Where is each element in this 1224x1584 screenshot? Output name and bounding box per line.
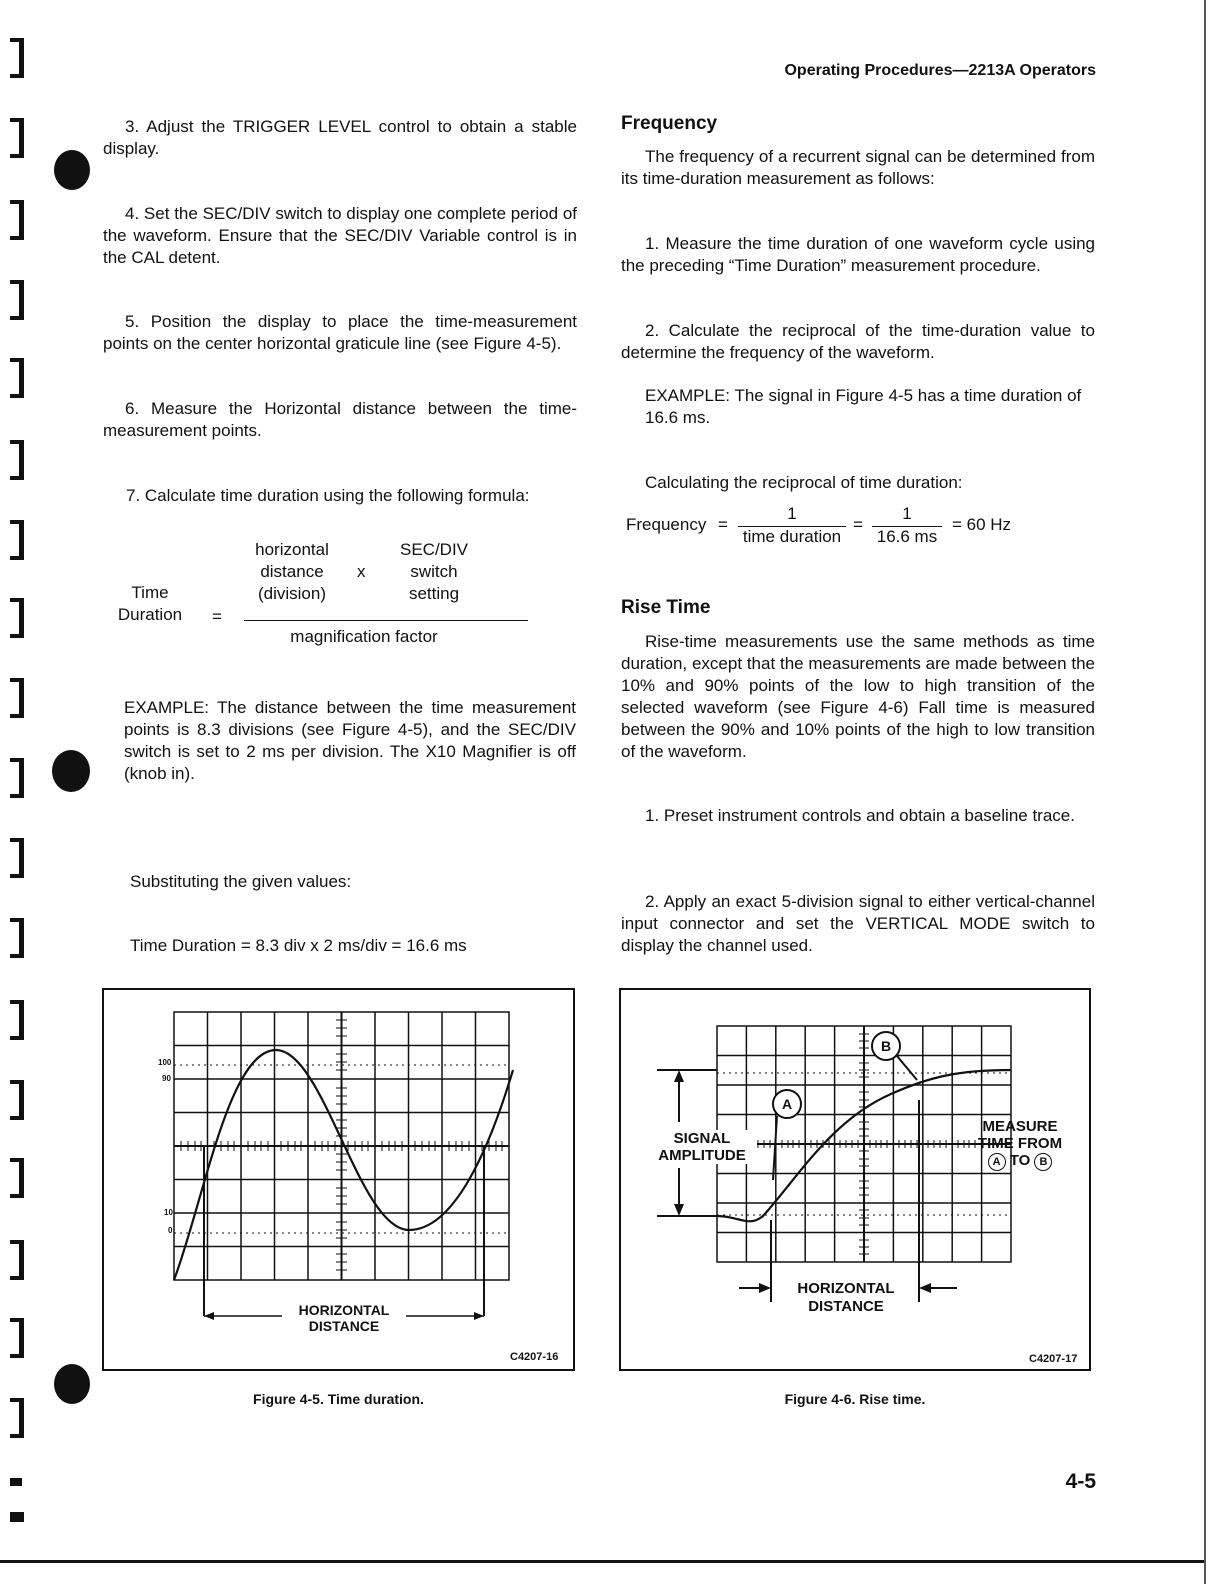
step-5: 5. Position the display to place the time-measurement points on the center horizontal graticule line (see Figure 4-5). xyxy=(103,312,577,353)
formula-times: x xyxy=(357,562,366,581)
fig5-code: C4207-16 xyxy=(510,1351,559,1363)
rise-time-intro: Rise-time measurements use the same methods as time duration, except that the measurements are made between the 10% and 90% points of the low to high transition of the selected waveform (see Figure 4-6) Fall time is measured between the 90% and 10% points of the high to low transition of the waveform. xyxy=(621,632,1095,761)
fig6-code: C4207-17 xyxy=(1029,1353,1078,1365)
freq-eq-2: = xyxy=(853,515,863,534)
freq-num-2: 1 xyxy=(902,504,912,523)
page-header: Operating Procedures—2213A Operators xyxy=(784,62,1096,79)
label-10: 10 xyxy=(164,1208,173,1217)
time-duration-example: EXAMPLE: The distance between the time measurement points is 8.3 divisions (see Figure 4-5), and the SEC/DIV switch is set to 2 ms per division. The X10 Magnifier is off (knob in). xyxy=(124,698,576,783)
rise-step-2: 2. Apply an exact 5-division signal to either vertical-channel input connector and set the VERTICAL MODE switch to display the channel used. xyxy=(621,892,1095,955)
frequency-intro: The frequency of a recurrent signal can be determined from its time-duration measurement as follows: xyxy=(621,147,1095,188)
step-7: 7. Calculate time duration using the following formula: xyxy=(126,486,530,505)
time-duration-result: Time Duration = 8.3 div x 2 ms/div = 16.6 ms xyxy=(130,936,467,955)
measure-b-marker: B xyxy=(1034,1153,1052,1171)
label-100: 100 xyxy=(158,1058,172,1067)
marker-b-label: B xyxy=(880,1038,892,1054)
frequency-calc-intro: Calculating the reciprocal of time duration: xyxy=(645,473,963,492)
punch-hole-middle xyxy=(52,750,90,792)
measure-a-marker: A xyxy=(988,1153,1006,1171)
formula-fraction-bar xyxy=(244,620,528,621)
figure-4-6-caption: Figure 4-6. Rise time. xyxy=(784,1391,926,1407)
formula-equals: = xyxy=(212,607,222,626)
figure-4-5-caption: Figure 4-5. Time duration. xyxy=(253,1391,424,1407)
step-3: 3. Adjust the TRIGGER LEVEL control to obtain a stable display. xyxy=(103,117,577,158)
formula-denominator: magnification factor xyxy=(290,627,438,646)
bottom-rule xyxy=(0,1560,1204,1563)
punch-hole-bottom xyxy=(54,1364,90,1404)
marker-a-label: A xyxy=(781,1096,793,1112)
freq-label: Frequency xyxy=(626,515,707,534)
fig6-horizontal-distance: HORIZONTAL DISTANCE xyxy=(797,1280,895,1315)
substituting-text: Substituting the given values: xyxy=(130,872,352,891)
frequency-step-2: 2. Calculate the reciprocal of the time-duration value to determine the frequency of the waveform. xyxy=(621,321,1095,362)
label-0: 0 xyxy=(168,1226,173,1235)
punch-hole-top xyxy=(54,150,90,190)
formula-lhs: Time Duration xyxy=(117,583,183,624)
figure-4-5 xyxy=(102,988,575,1371)
frequency-step-1: 1. Measure the time duration of one waveform cycle using the preceding “Time Duration” measurement procedure. xyxy=(621,234,1095,275)
binder-marks xyxy=(0,0,40,1584)
freq-den-2: 16.6 ms xyxy=(876,527,938,546)
label-90: 90 xyxy=(162,1074,171,1083)
step-6: 6. Measure the Horizontal distance between the time-measurement points. xyxy=(103,399,577,440)
right-edge-line xyxy=(1204,0,1206,1584)
formula-numerator-1: horizontal distance (division) xyxy=(255,540,329,603)
measure-time-label: MEASURE TIME FROM A TO B xyxy=(977,1118,1063,1169)
formula-numerator-2: SEC/DIV switch setting xyxy=(399,540,469,603)
rise-time-heading: Rise Time xyxy=(621,597,711,618)
freq-result: = 60 Hz xyxy=(952,515,1012,534)
freq-num-1: 1 xyxy=(787,504,797,523)
step-4: 4. Set the SEC/DIV switch to display one complete period of the waveform. Ensure that the SEC/DIV Variable control is in the CAL detent. xyxy=(103,204,577,267)
figure-4-6 xyxy=(619,988,1091,1371)
signal-amplitude-label: SIGNAL AMPLITUDE xyxy=(647,1130,757,1164)
sine-waveform xyxy=(174,1050,513,1280)
fig5-horizontal-distance: HORIZONTAL DISTANCE xyxy=(298,1302,390,1334)
rise-step-1: 1. Preset instrument controls and obtain a baseline trace. xyxy=(645,806,1075,825)
frequency-heading: Frequency xyxy=(621,113,718,134)
freq-den-1: time duration xyxy=(742,527,842,546)
frequency-example: EXAMPLE: The signal in Figure 4-5 has a time duration of 16.6 ms. xyxy=(645,386,1082,427)
page-number: 4-5 xyxy=(1065,1470,1096,1493)
measure-to: TO xyxy=(1009,1152,1031,1169)
freq-eq-1: = xyxy=(718,515,728,534)
